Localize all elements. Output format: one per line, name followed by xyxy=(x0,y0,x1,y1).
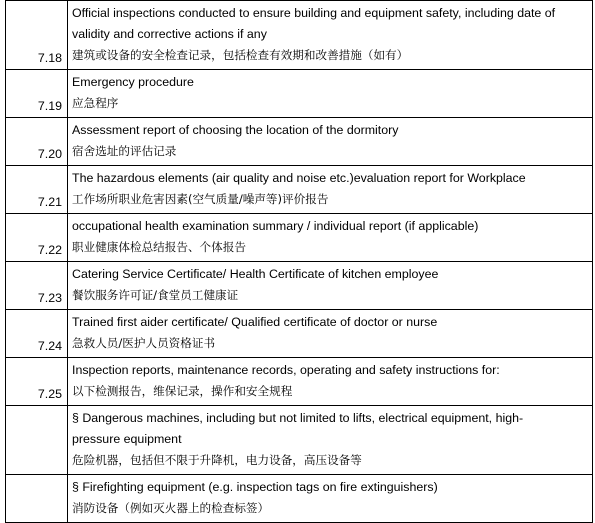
chinese-text: 建筑或设备的安全检查记录，包括检查有效期和改善措施（如有） xyxy=(72,48,409,62)
row-description xyxy=(68,166,593,214)
chinese-text: 以下检测报告，维保记录，操作和安全规程 xyxy=(72,384,293,398)
row-number: 7.24 xyxy=(6,310,68,358)
chinese-text: 应急程序 xyxy=(72,96,119,110)
row-number: 7.20 xyxy=(6,118,68,166)
chinese-text: 消防设备（例如灭火器上的检查标签） xyxy=(72,501,270,515)
row-description xyxy=(68,406,593,475)
row-description xyxy=(68,358,593,406)
row-number: 7.23 xyxy=(6,262,68,310)
chinese-text: 宿舍选址的评估记录 xyxy=(72,144,177,158)
english-text: The hazardous elements (air quality and noise etc.)evaluation report for Workplace xyxy=(72,171,526,185)
table-row xyxy=(6,70,593,118)
row-number: 7.18 xyxy=(6,1,68,70)
english-text: § Dangerous machines, including but not limited to lifts, electrical equipment, high-pressure equipment xyxy=(72,411,524,446)
row-number: 7.19 xyxy=(6,70,68,118)
table-row xyxy=(6,475,593,523)
row-number: 7.22 xyxy=(6,214,68,262)
table-row xyxy=(6,406,593,475)
chinese-text: 急救人员/医护人员资格证书 xyxy=(72,336,216,350)
english-text: Trained first aider certificate/ Qualified certificate of doctor or nurse xyxy=(72,315,438,329)
chinese-text: 危险机器，包括但不限于升降机，电力设备，高压设备等 xyxy=(72,453,362,467)
chinese-text: 餐饮服务许可证/食堂员工健康证 xyxy=(72,288,239,302)
row-number xyxy=(6,406,68,475)
english-text: Inspection reports, maintenance records, operating and safety instructions for: xyxy=(72,363,500,377)
english-text: occupational health examination summary / individual report (if applicable) xyxy=(72,219,479,233)
row-description xyxy=(68,262,593,310)
row-description xyxy=(68,70,593,118)
table-row xyxy=(6,118,593,166)
row-description xyxy=(68,1,593,70)
table-row xyxy=(6,310,593,358)
row-number: 7.21 xyxy=(6,166,68,214)
table-row xyxy=(6,166,593,214)
chinese-text: 工作场所职业危害因素(空气质量/噪声等)评价报告 xyxy=(72,192,329,206)
row-description xyxy=(68,475,593,523)
row-number xyxy=(6,475,68,523)
chinese-text: 职业健康体检总结报告、个体报告 xyxy=(72,240,246,254)
row-description xyxy=(68,214,593,262)
english-text: Catering Service Certificate/ Health Certificate of kitchen employee xyxy=(72,267,439,281)
row-number: 7.25 xyxy=(6,358,68,406)
row-description xyxy=(68,118,593,166)
row-description xyxy=(68,310,593,358)
english-text: Official inspections conducted to ensure building and equipment safety, including date of validity and corrective actions if any xyxy=(72,6,556,41)
english-text: Emergency procedure xyxy=(72,75,194,89)
table-row xyxy=(6,262,593,310)
english-text: § Firefighting equipment (e.g. inspection tags on fire extinguishers) xyxy=(72,480,438,494)
table-row xyxy=(6,358,593,406)
table-row xyxy=(6,214,593,262)
english-text: Assessment report of choosing the location of the dormitory xyxy=(72,123,399,137)
document-table xyxy=(5,0,593,523)
table-row xyxy=(6,1,593,70)
